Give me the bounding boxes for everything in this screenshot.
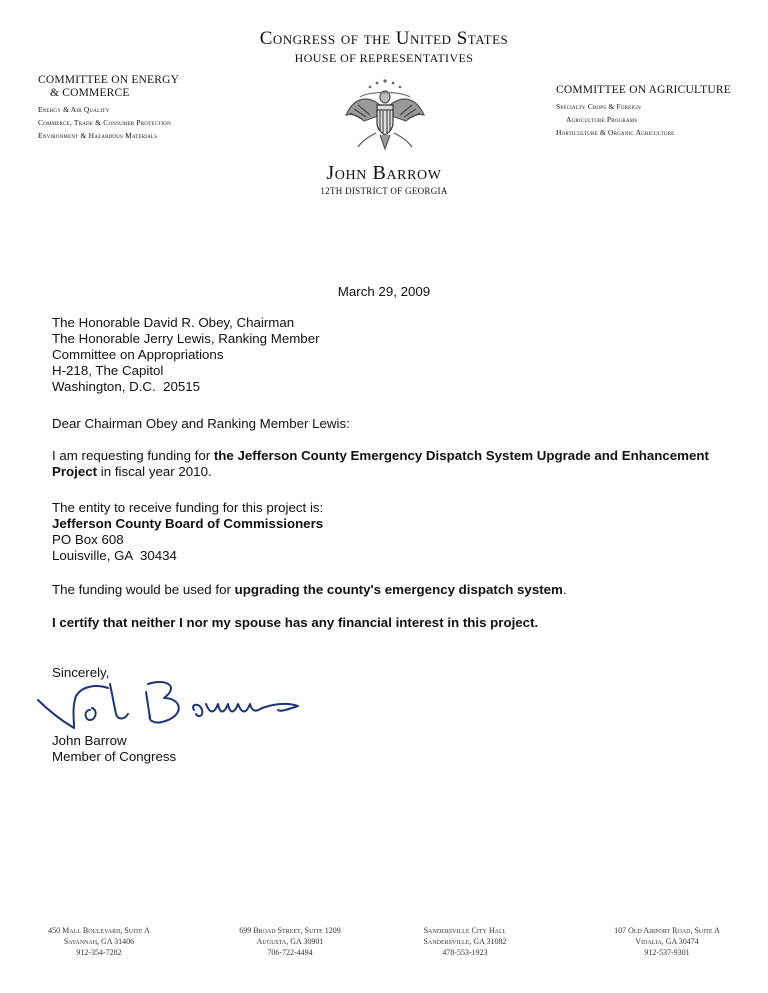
letter-date: March 29, 2009: [337, 284, 431, 299]
right-committee-block: [556, 84, 756, 139]
certification-statement: I certify that neither I nor my spouse has any financial interest in this project.: [52, 615, 539, 630]
office-phone: 912-354-7282: [76, 948, 122, 957]
letterhead-title: Congress of the United States: [259, 28, 509, 49]
left-committee-name-1: COMMITTEE ON ENERGY: [38, 74, 180, 86]
right-subcommittee: Agriculture Programs: [566, 115, 638, 124]
left-subcommittee: Energy & Air Quality: [38, 105, 110, 114]
right-subcommittee: Horticulture & Organic Agriculture: [556, 128, 675, 137]
address-line: The Honorable David R. Obey, Chairman: [52, 315, 295, 330]
office-phone: 478-553-1923: [442, 948, 488, 957]
office-city: Sandersville, GA 31082: [423, 937, 507, 946]
office-sandersville: [380, 925, 550, 958]
entity-address-line: Louisville, GA 30434: [52, 548, 177, 563]
district-label: 12TH DISTRICT OF GEORGIA: [320, 186, 448, 196]
office-savannah: [14, 925, 184, 958]
closing: Sincerely,: [52, 665, 110, 680]
office-street: 107 Old Airport Road, Suite A: [614, 926, 720, 935]
project-name: the Jefferson County Emergency Dispatch System Upgrade and Enhancement Project: [52, 448, 709, 479]
request-suffix: in fiscal year 2010.: [97, 464, 212, 479]
office-city: Vidalia, GA 30474: [635, 937, 699, 946]
usage-suffix: .: [562, 582, 567, 597]
office-street: 699 Broad Street, Suite 1209: [239, 926, 341, 935]
right-subcommittee: Specialty Crops & Foreign: [556, 102, 641, 111]
eagle-seal-icon: [340, 75, 430, 165]
entity-name: Jefferson County Board of Commissioners: [52, 516, 324, 531]
address-line: H-218, The Capitol: [52, 363, 164, 378]
left-committee-block: [38, 74, 278, 142]
signature-icon: [30, 670, 320, 740]
usage-paragraph: [52, 582, 732, 598]
entity-address-line: PO Box 608: [52, 532, 124, 547]
office-street: 450 Mall Boulevard, Suite A: [48, 926, 150, 935]
signer-name: John Barrow: [52, 733, 127, 748]
recipient-address: [52, 315, 320, 395]
usage-prefix: The funding would be used for: [52, 582, 235, 597]
right-committee-name: COMMITTEE ON AGRICULTURE: [556, 84, 731, 96]
address-line: Washington, D.C. 20515: [52, 379, 201, 394]
office-city: Savannah, GA 31406: [63, 937, 135, 946]
request-paragraph: [52, 448, 712, 480]
signer-block: [52, 733, 176, 765]
office-phone: 912-537-9301: [644, 948, 690, 957]
letterhead-subtitle: HOUSE OF REPRESENTATIVES: [294, 51, 474, 65]
left-subcommittee: Environment & Hazardous Materials: [38, 131, 158, 140]
office-city: Augusta, GA 30901: [256, 937, 324, 946]
entity-intro: The entity to receive funding for this project is:: [52, 500, 324, 515]
representative-name: John Barrow: [326, 162, 442, 184]
left-subcommittee: Commerce, Trade & Consumer Protection: [38, 118, 171, 127]
address-line: The Honorable Jerry Lewis, Ranking Member: [52, 331, 320, 346]
request-prefix: I am requesting funding for: [52, 448, 214, 463]
left-committee-name-2: & COMMERCE: [50, 87, 130, 99]
address-line: Committee on Appropriations: [52, 347, 224, 362]
office-vidalia: [582, 925, 752, 958]
office-phone: 706-722-4494: [267, 948, 313, 957]
signer-title: Member of Congress: [52, 749, 177, 764]
office-street: Sandersville City Hall: [423, 926, 507, 935]
office-augusta: [205, 925, 375, 958]
entity-block: [52, 500, 323, 564]
usage-purpose: upgrading the county's emergency dispatch system: [234, 582, 563, 597]
salutation: Dear Chairman Obey and Ranking Member Lewis:: [52, 416, 350, 431]
